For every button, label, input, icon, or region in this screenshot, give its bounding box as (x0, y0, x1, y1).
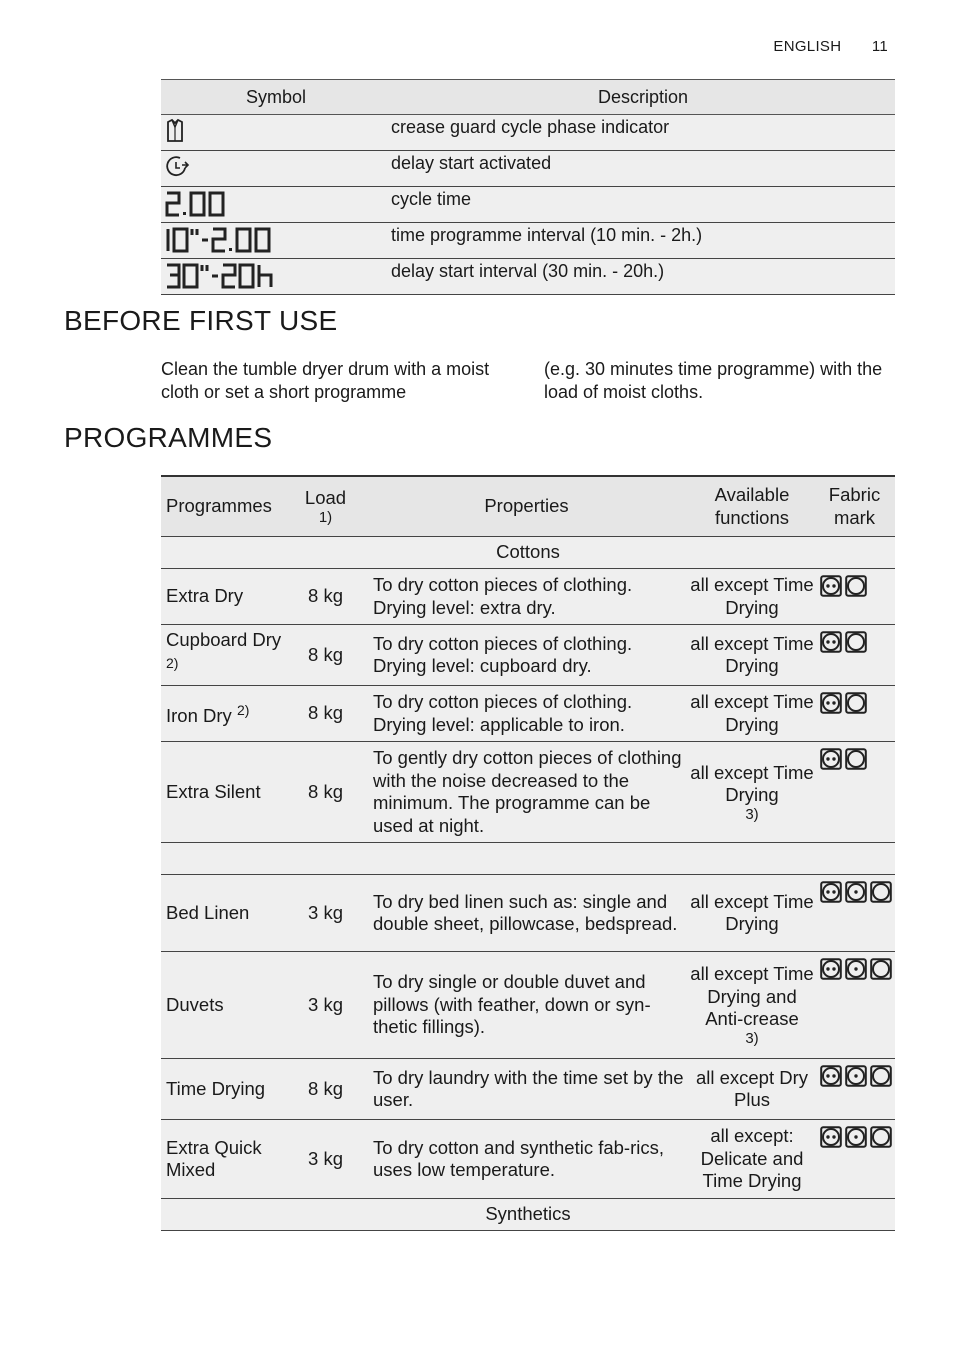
fabric-marks (820, 575, 895, 605)
programmes-heading: PROGRAMMES (64, 422, 273, 453)
programme-functions-text: all except Time Drying (690, 761, 814, 805)
table-row (161, 569, 895, 625)
lcd-10-2-00 (164, 226, 278, 254)
programme-functions-text: all except Time Drying (690, 890, 814, 934)
programme-functions (690, 742, 814, 843)
dry-high-heat-icon (820, 1126, 842, 1148)
fabric-mark-cell (814, 875, 895, 952)
symbol-cell (161, 115, 391, 151)
programme-functions-text: all except: Delicate and Time Drying (700, 1125, 804, 1192)
programme-name (161, 875, 288, 952)
header-language: ENGLISH (773, 38, 842, 55)
symbol-cell (161, 151, 391, 187)
symbol-cell (161, 223, 391, 259)
programme-functions-note: 3) (745, 1029, 759, 1047)
symbol-cell (161, 259, 391, 295)
table-row (161, 952, 895, 1059)
table-row (161, 686, 895, 742)
table-row (161, 259, 895, 295)
programme-name (161, 569, 288, 625)
programme-name-note: 2) (236, 702, 250, 719)
programme-properties: To dry cotton pieces of clothing. Drying level: cupboard dry. (363, 625, 690, 686)
programme-functions (690, 686, 814, 742)
dry-low-heat-icon (845, 881, 867, 903)
fabric-marks (820, 1065, 895, 1095)
programme-name-text: Extra Dry (166, 585, 244, 607)
tumble-dry-icon (870, 1126, 892, 1148)
tumble-dry-icon (870, 1065, 892, 1087)
tumble-dry-icon (845, 692, 867, 714)
tumble-dry-icon (870, 881, 892, 903)
programme-properties: To dry cotton pieces of clothing. Drying level: extra dry. (363, 569, 690, 625)
programme-functions-note: 3) (745, 805, 759, 823)
section-row (161, 537, 895, 569)
section-label: Cottons (161, 537, 895, 569)
programme-name (161, 625, 288, 686)
table-row (161, 187, 895, 223)
table-row (161, 625, 895, 686)
fabric-mark-cell (814, 686, 895, 742)
load-note: 1) (318, 508, 333, 526)
programme-load: 8 kg (288, 742, 363, 843)
fabric-marks (820, 631, 895, 661)
dry-high-heat-icon (820, 631, 842, 653)
fabric-mark-cell (814, 1059, 895, 1120)
programme-load: 8 kg (288, 569, 363, 625)
tumble-dry-icon (870, 958, 892, 980)
section-row (161, 843, 895, 875)
programme-name-text: Extra Quick Mixed (166, 1136, 262, 1180)
description-header: Description (391, 80, 895, 115)
programme-name-text: Time Drying (166, 1077, 266, 1099)
lcd-2-00 (164, 190, 228, 218)
dry-low-heat-icon (845, 1126, 867, 1148)
programme-load: 3 kg (288, 952, 363, 1059)
before-first-use-col2: (e.g. 30 minutes time programme) with the load of moist cloths. (544, 359, 883, 402)
programme-functions (690, 1059, 814, 1120)
load-header (288, 476, 363, 537)
description-cell: cycle time (391, 187, 895, 223)
before-first-use-col1: Clean the tumble dryer drum with a moist cloth or set a short programme (161, 359, 490, 402)
fabric-marks (820, 881, 895, 911)
dry-high-heat-icon (820, 748, 842, 770)
programme-functions-text: all except Time Drying (690, 632, 814, 676)
page-number: 11 (871, 38, 888, 55)
programme-name-text: Duvets (166, 993, 224, 1015)
fabric-mark-cell (814, 742, 895, 843)
symbol-table (161, 79, 895, 295)
page-header (747, 38, 888, 55)
fabric-mark-cell (814, 952, 895, 1059)
programme-load: 8 kg (288, 1059, 363, 1120)
programmes-table-header (161, 476, 895, 537)
programme-name (161, 1120, 288, 1199)
programme-properties: To gently dry cotton pieces of clothing with the noise decreased to the minimum. The programme can be used at night. (363, 742, 690, 843)
programme-name (161, 952, 288, 1059)
properties-header: Properties (363, 476, 690, 537)
load-header-label: Load (304, 487, 347, 509)
dry-high-heat-icon (820, 958, 842, 980)
programme-properties: To dry cotton pieces of clothing. Drying level: applicable to iron. (363, 686, 690, 742)
programme-functions (690, 569, 814, 625)
programme-functions-text: all except Time Drying (690, 691, 814, 735)
description-cell: delay start interval (30 min. - 20h.) (391, 259, 895, 295)
tumble-dry-icon (845, 748, 867, 770)
fabric-marks (820, 1126, 895, 1156)
programme-properties: To dry single or double duvet and pillows (with feather, down or syn-thetic fillings). (363, 952, 690, 1059)
symbol-table-header (161, 80, 895, 115)
delay-start-icon (164, 154, 190, 178)
functions-header: Available functions (690, 476, 814, 537)
dry-low-heat-icon (845, 1065, 867, 1087)
programme-functions (690, 625, 814, 686)
dry-low-heat-icon (845, 958, 867, 980)
fabric-mark-cell (814, 1120, 895, 1199)
description-cell: time programme interval (10 min. - 2h.) (391, 223, 895, 259)
programme-functions-text: all except Time Drying and Anti-crease (690, 963, 814, 1030)
fabric-mark-header: Fabric mark (814, 476, 895, 537)
section-label (161, 843, 895, 875)
programme-properties: To dry cotton and synthetic fab-rics, uses low temperature. (363, 1120, 690, 1199)
table-row (161, 1059, 895, 1120)
programme-name (161, 742, 288, 843)
symbol-cell (161, 187, 391, 223)
programme-name-text: Extra Silent (166, 780, 261, 802)
programme-functions-text: all except Time Drying (690, 574, 814, 618)
table-row (161, 223, 895, 259)
dry-high-heat-icon (820, 692, 842, 714)
dry-high-heat-icon (820, 881, 842, 903)
programme-load: 8 kg (288, 625, 363, 686)
programme-name (161, 686, 288, 742)
programmes-table (161, 475, 895, 1231)
fabric-mark-cell (814, 625, 895, 686)
table-row (161, 115, 895, 151)
fabric-mark-cell (814, 569, 895, 625)
programme-name (161, 1059, 288, 1120)
programme-name-note: 2) (166, 654, 179, 671)
tumble-dry-icon (845, 575, 867, 597)
programme-name-text: Cupboard Dry (166, 629, 282, 651)
symbol-header: Symbol (161, 80, 391, 115)
programme-properties: To dry laundry with the time set by the user. (363, 1059, 690, 1120)
lcd-30-20h (164, 262, 284, 290)
dry-high-heat-icon (820, 1065, 842, 1087)
fabric-marks (820, 692, 895, 722)
section-label: Synthetics (161, 1199, 895, 1231)
dry-high-heat-icon (820, 575, 842, 597)
programme-load: 3 kg (288, 875, 363, 952)
description-cell: crease guard cycle phase indicator (391, 115, 895, 151)
fabric-marks (820, 958, 895, 988)
programme-functions (690, 875, 814, 952)
table-row (161, 742, 895, 843)
fabric-marks (820, 748, 895, 778)
description-cell: delay start activated (391, 151, 895, 187)
programme-load: 8 kg (288, 686, 363, 742)
programme-functions-text: all except Dry Plus (695, 1066, 809, 1110)
programme-load: 3 kg (288, 1120, 363, 1199)
programmes-header: Programmes (161, 476, 288, 537)
section-row (161, 1199, 895, 1231)
programme-name-text: Iron Dry (166, 705, 232, 727)
crease-guard-icon (164, 118, 186, 144)
table-row (161, 151, 895, 187)
programme-properties: To dry bed linen such as: single and double sheet, pillowcase, bedspread. (363, 875, 690, 952)
table-row (161, 1120, 895, 1199)
table-row (161, 875, 895, 952)
tumble-dry-icon (845, 631, 867, 653)
programme-name-text: Bed Linen (166, 901, 250, 923)
before-first-use-heading: BEFORE FIRST USE (64, 305, 338, 336)
programme-functions (690, 952, 814, 1059)
programmes-table-body (161, 537, 895, 1231)
programme-functions (690, 1120, 814, 1199)
